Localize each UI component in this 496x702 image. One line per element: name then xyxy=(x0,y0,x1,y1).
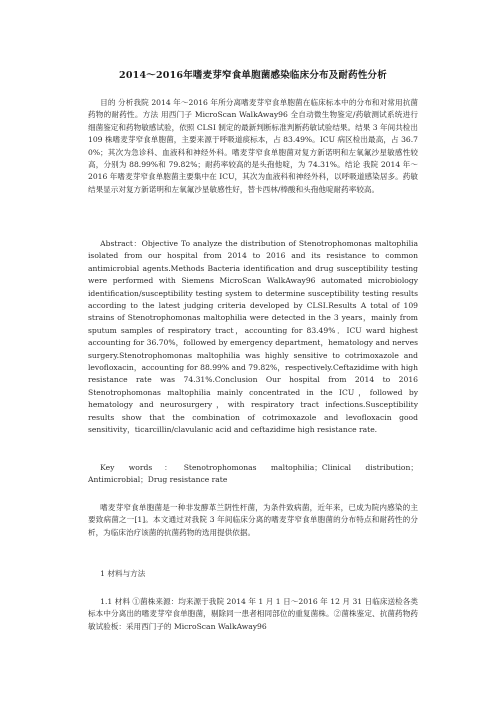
section-heading: 1 材料与方法 xyxy=(100,569,146,578)
keywords: Key words：Stenotrophomonas maltophilia；Clinical distribution；Antimicrobial；Drug resistance rate xyxy=(88,463,418,485)
materials-paragraph: 1.1 材料 ①菌株来源：均来源于我院 2014 年 1 月 1 日～2016 年 12 月 31 日临床送检各类标本中分离出的嗜麦芽窄食单胞菌，剔除同一患者相同部位的重复菌株。②菌株鉴定、抗菌药物药敏试验板：采用西门子的 MicroScan WalkAway96 xyxy=(88,597,418,631)
english-abstract: Abstract：Objective To analyze the distribution of Stenotrophomonas maltophilia isolated from our hospital from 2014 to 2016 and its resistance to common antimicrobial agents.Methods Bacteria identification and drug susceptibility testing were performed with Siemens MicroScan WalkAway96 automated microbiology identification/susceptibility testing system to determine susceptibility testing results according to the latest judging criteria developed by CLSI.Results A total of 109 strains of Stenotrophomonas maltophilia were detected in the 3 years，mainly from sputum samples of respiratory tract，accounting for 83.49%．ICU ward highest accounting for 36.70%，followed by emergency department，hematology and nerves surgery.Stenotrophomonas maltophilia was highly sensitive to cotrimoxazole and levofloxacin，accounting for 88.99% and 79.82%，respectively.Ceftazidime with high resistance rate was 74.31%.Conclusion Our hospital from 2014 to 2016 Stenotrophomonas maltophilia mainly concentrated in the ICU，followed by hematology and neurosurgery，with respiratory tract infections.Susceptibility results show that the combination of cotrimoxazole and levofloxacin good sensitivity，ticarcillin/clavulanic acid and ceftazidime high resistance rate. xyxy=(88,239,418,435)
introduction-paragraph: 嗜麦芽窄食单胞菌是一种非发酵革兰阴性杆菌，为条件致病菌，近年来，已成为院内感染的主要致病菌之一[1]。本文通过对我院 3 年间临床分离的嗜麦芽窄食单胞菌的分布特点和耐药性的分析，为临床治疗该菌的抗菌药物的选用提供依据。 xyxy=(88,503,418,537)
chinese-abstract: 目的 分析我院 2014 年～2016 年所分离嗜麦芽窄食单胞菌在临床标本中的分布和对常用抗菌药物的耐药性。方法 用西门子 MicroScan WalkAway96 全自动微生物鉴定/药敏测试系统进行细菌鉴定和药物敏感试验，依照 CLSI 制定的最新判断标准判断药敏试验结果。结果 3 年间共检出 109 株嗜麦芽窄食单胞菌，主要来源于呼吸道痰标本，占 83.49%。ICU 病区检出最高，占 36.70%；其次为急诊科、血液科和神经外科。嗜麦芽窄食单胞菌对复方新诺明和左氧氟沙星敏感性较高，分别为 88.99%和 79.82%；耐药率较高的是头孢他啶，为 74.31%。结论 我院 2014 年～2016 年嗜麦芽窄食单胞菌主要集中在 ICU，其次为血液科和神经外科，以呼吸道感染居多。药敏结果显示对复方新诺明和左氧氟沙星敏感性好，替卡西林/棒酸和头孢他啶耐药率较高。 xyxy=(88,98,418,194)
paper-title: 2014～2016年嗜麦芽窄食单胞菌感染临床分布及耐药性分析 xyxy=(119,70,387,81)
